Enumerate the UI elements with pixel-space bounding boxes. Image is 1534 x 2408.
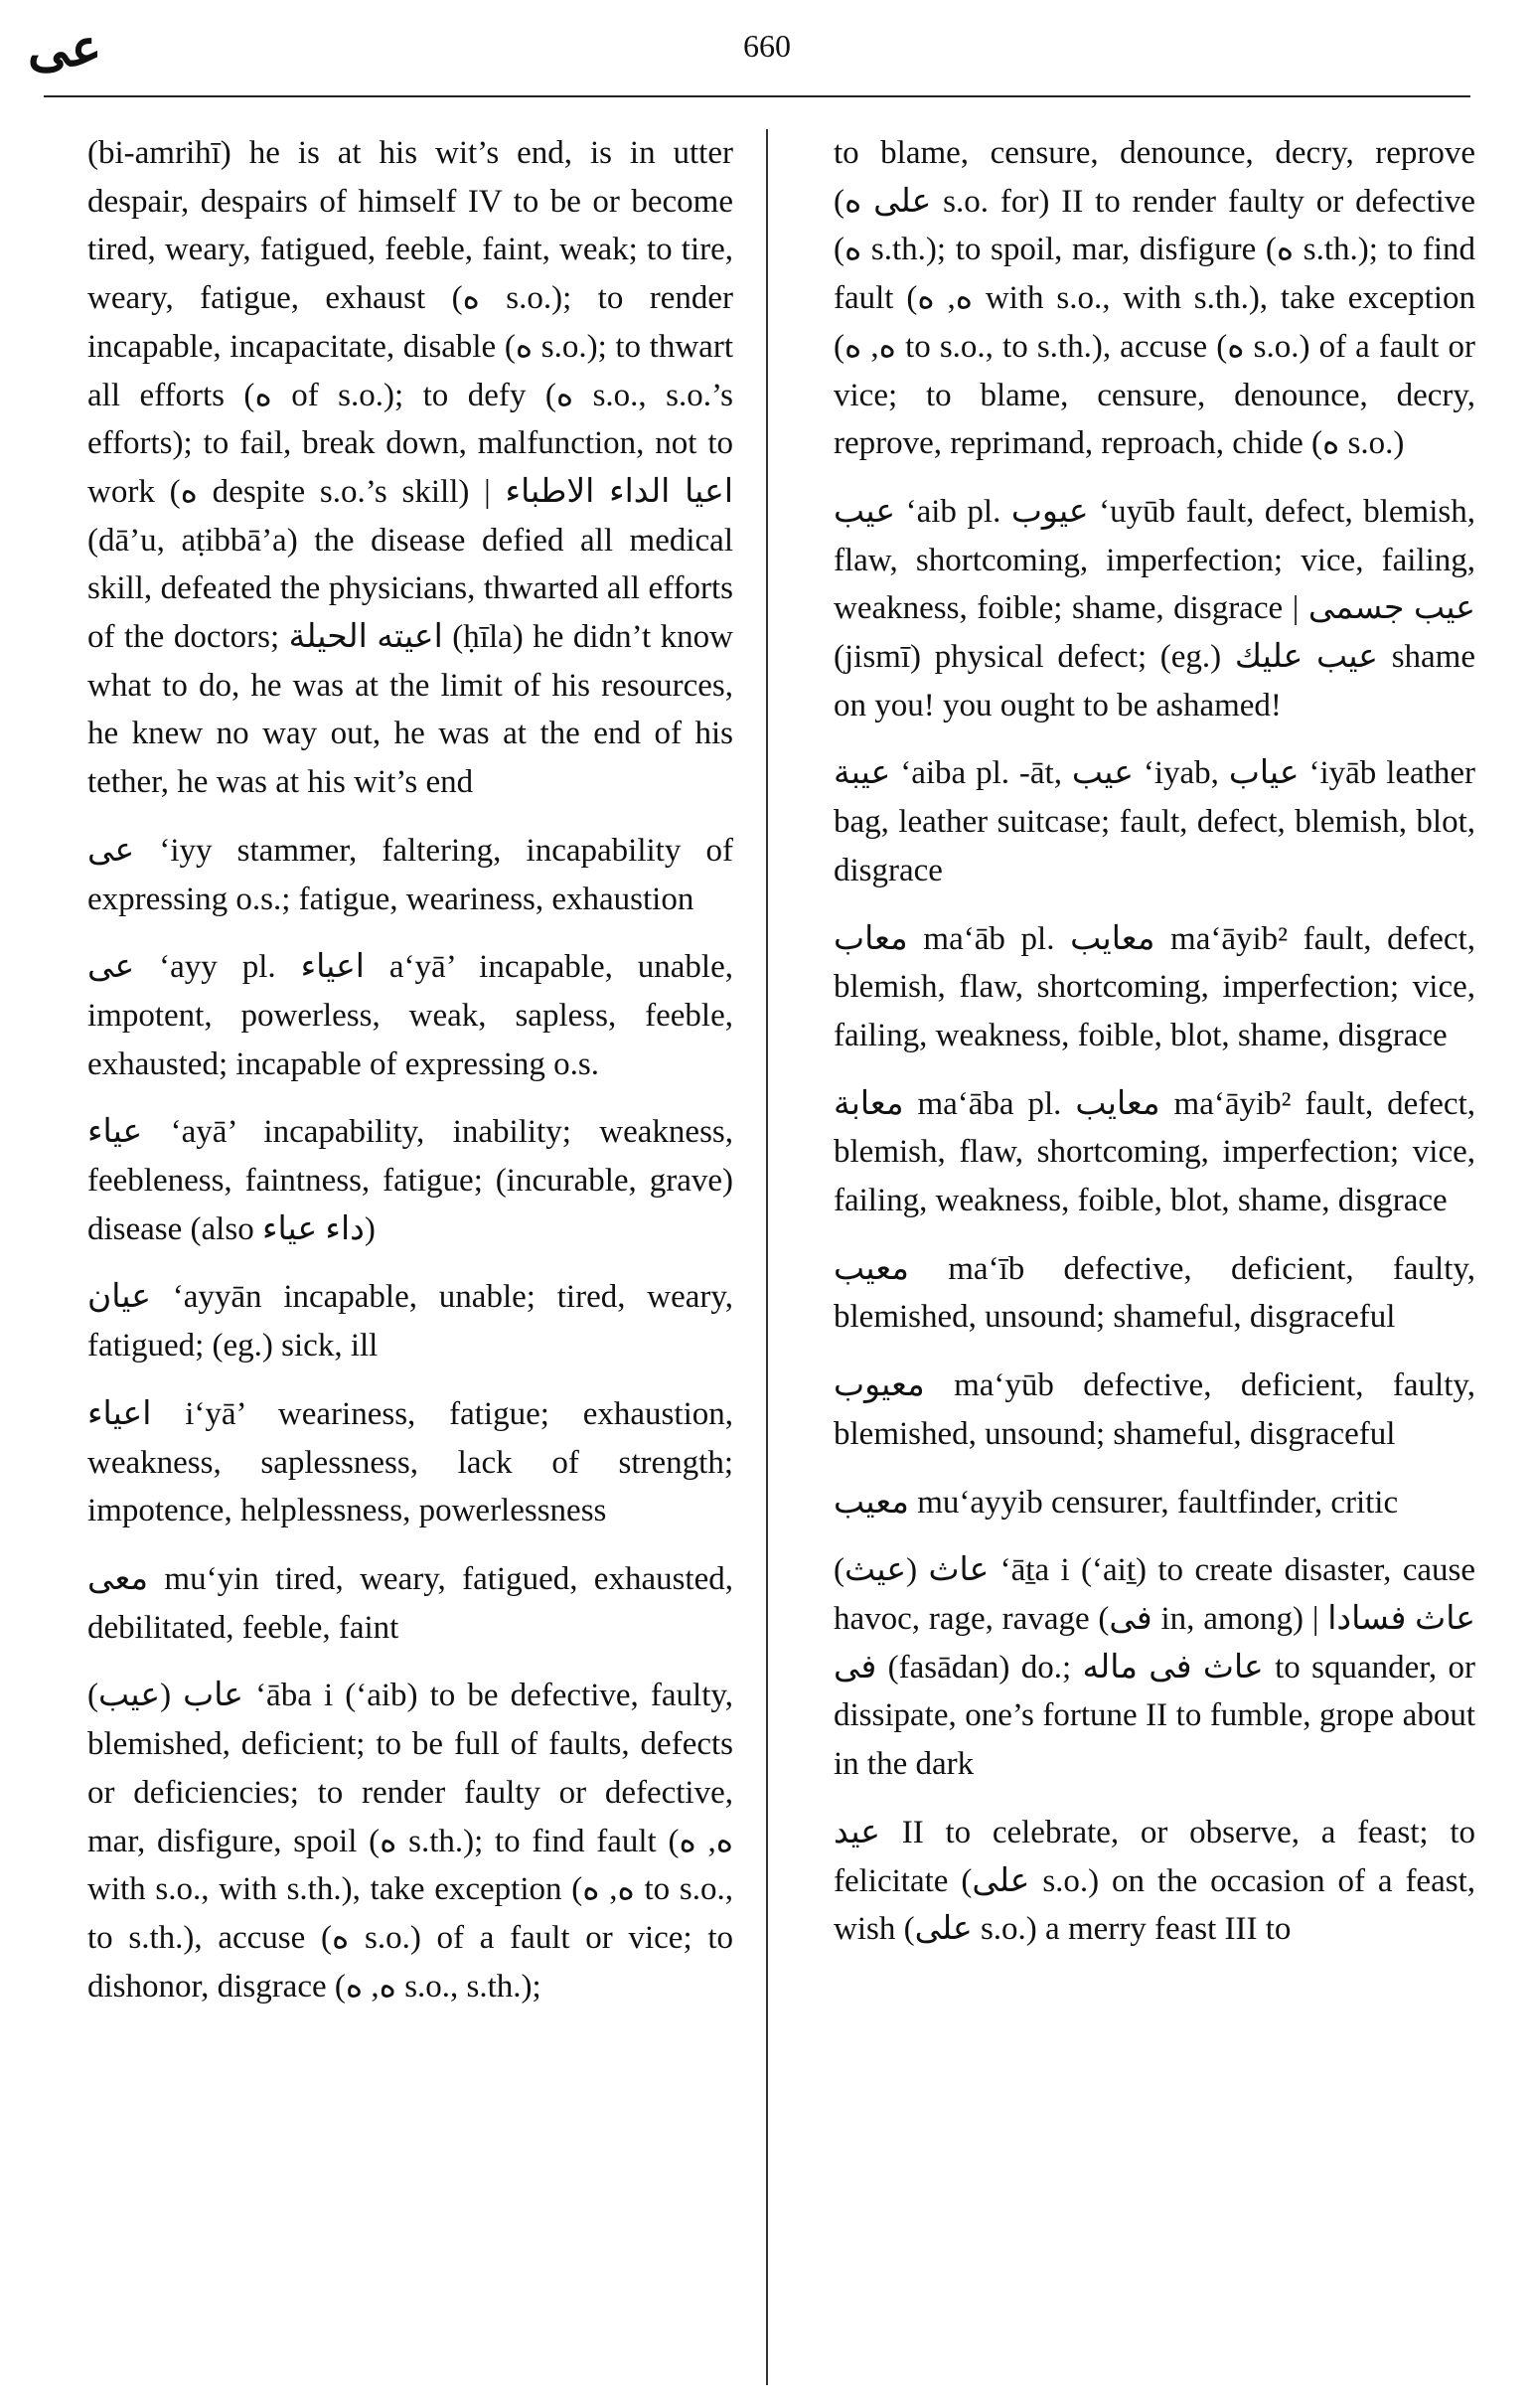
entry-maib: معيب ma‘īb defective, deficient, faulty, blemished, unsound; shameful, disgraceful [834, 1250, 1475, 1336]
entry-maaba: معابة ma‘āba pl. معايب ma‘āyib² fault, defect, blemish, flaw, shortcoming, imperfection; vice, failing, weakness, foible, blot, shame, disgrace [834, 1085, 1475, 1219]
entry-muayyib: معيب mu‘ayyib censurer, faultfinder, critic [834, 1484, 1399, 1521]
entry-mayub: معيوب ma‘yūb defective, deficient, faulty, blemished, unsound; shameful, disgraceful [834, 1367, 1475, 1452]
entry-ayyan: عيان ‘ayyān incapable, unable; tired, weary, fatigued; (eg.) sick, ill [87, 1279, 733, 1365]
page-number: 660 [743, 28, 791, 64]
entry-maab: معاب ma‘āb pl. معايب ma‘āyib² fault, defect, blemish, flaw, shortcoming, imperfection; vice, failing, weakness, foible, blot, shame, disgrace [834, 920, 1475, 1053]
entry-ayy: عى ‘ayy pl. اعياء a‘yā’ incapable, unable, impotent, powerless, weak, sapless, feeble, exhausted; incapable of expressing o.s. [87, 949, 733, 1082]
column-divider [766, 129, 768, 2385]
entry-aiba: عيبة ‘aiba pl. -āt, عيب ‘iyab, عياب ‘iyāb leather bag, leather suitcase; fault, defect, blemish, blot, disgrace [834, 755, 1475, 888]
left-column [87, 129, 733, 2030]
entry-iya: اعياء i‘yā’ weariness, fatigue; exhaustion, weakness, saplessness, lack of strength; impotence, helplessness, powerlessness [87, 1395, 733, 1529]
entry-aya: عياء ‘ayā’ incapability, inability; weakness, feebleness, faintness, fatigue; (incurable, grave) disease (also داء عياء) [87, 1114, 733, 1247]
entry-iyy: عى ‘iyy stammer, faltering, incapability of expressing o.s.; fatigue, weariness, exhaustion [87, 832, 733, 917]
entry-continuation: (bi-amrihī) he is at his wit’s end, is in utter despair, despairs of himself IV to be or become tired, weary, fatigued, feeble, faint, weak; to tire, weary, fatigue, exhaust (ه s.o.); to render incapable, incapacitate, disable (ه s.o.); to thwart all efforts (ه of s.o.); to defy (ه s.o., s.o.’s efforts); to fail, break down, malfunction, not to work (ه despite s.o.’s skill) | اعيا الداء الاطباء (dā’u, aṭibbā’a) the disease defied all medical skill, defeated the physicians, thwarted all efforts of the doctors; اعيته الحيلة (ḥīla) he didn’t know what to do, he was at the limit of his resources, he knew no way out, he was at the end of his tether, he was at his wit’s end [87, 135, 733, 801]
entry-muyin: معى mu‘yin tired, weary, fatigued, exhausted, debilitated, feeble, faint [87, 1560, 733, 1646]
entry-id-root: عيد II to celebrate, or observe, a feast; to felicitate (على s.o.) on the occasion of a feast, wish (على s.o.) a merry feast III to [834, 1814, 1475, 1948]
entry-aba-root: (عيب) عاب ‘āba i (‘aib) to be defective, faulty, blemished, deficient; to be full of faults, defects or deficiencies; to render faulty or defective, mar, disfigure, spoil (ه s.th.); to find fault (ه, ه with s.o., with s.th.), take exception (ه, ه to s.o., to s.th.), accuse (ه s.o.) of a fault or vice; to dishonor, disgrace (ه, ه s.o., s.th.); [87, 1678, 733, 2005]
header-root-letters: عى [28, 18, 102, 79]
header-rule [44, 95, 1470, 97]
entry-ata-root: (عيث) عاث ‘āṯa i (‘aiṯ) to create disaster, cause havoc, rage, ravage (فى in, among) | عاث فسادا فى (fasādan) do.; عاث فى ماله to squander, or dissipate, one’s fortune II to fumble, grope about in the dark [834, 1552, 1475, 1783]
entry-aib: عيب ‘aib pl. عيوب ‘uyūb fault, defect, blemish, flaw, shortcoming, imperfection; vice, failing, weakness, foible; shame, disgrace | عيب جسمى (jismī) physical defect; (eg.) عيب عليك shame on you! you ought to be ashamed! [834, 493, 1475, 723]
right-column [834, 129, 1475, 1974]
entry-continuation-right: to blame, censure, denounce, decry, reprove (على ه s.o. for) II to render faulty or defective (ه s.th.); to spoil, mar, disfigure (ه s.th.); to find fault (ه, ه with s.o., with s.th.), take exception (ه, ه to s.o., to s.th.), accuse (ه s.o.) of a fault or vice; to blame, censure, denounce, decry, reprove, reprimand, reproach, chide (ه s.o.) [834, 135, 1476, 462]
